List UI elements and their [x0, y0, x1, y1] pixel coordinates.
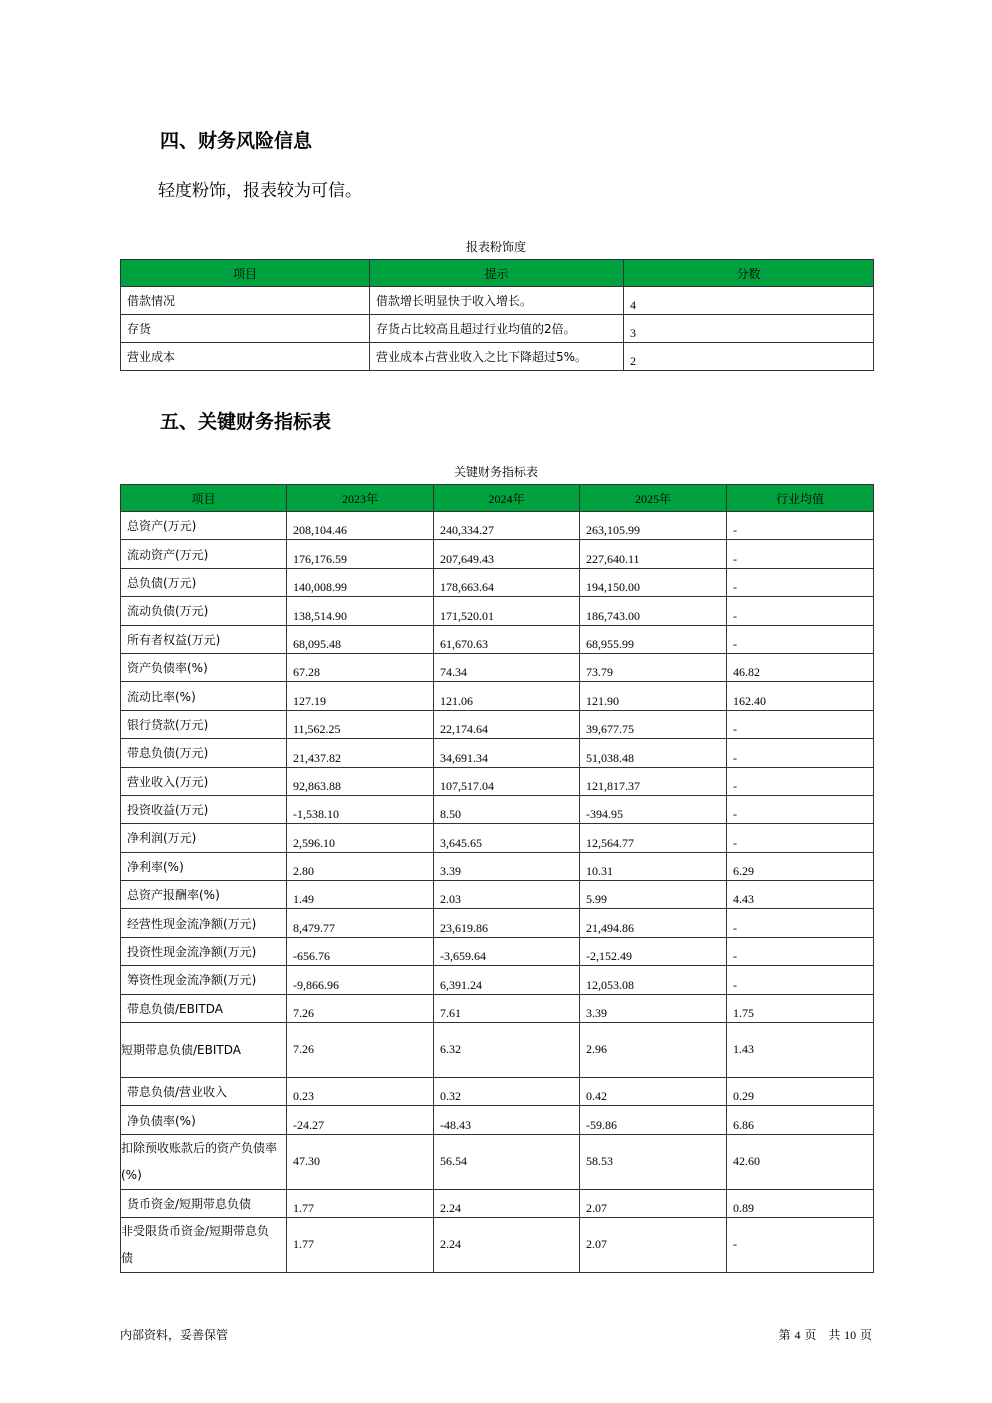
table-cell: 207,649.43 — [434, 540, 580, 568]
table-cell: - — [727, 540, 874, 568]
table-cell: 121.90 — [580, 682, 727, 710]
table-cell: 1.75 — [727, 994, 874, 1022]
table-row — [121, 287, 874, 315]
table-cell: - — [727, 512, 874, 540]
table-cell: -48.43 — [434, 1106, 580, 1134]
table-cell: 107,517.04 — [434, 767, 580, 795]
column-header: 分数 — [624, 260, 874, 287]
table-cell: 2.03 — [434, 881, 580, 909]
risk-table-header — [121, 260, 874, 287]
page-current: 4 — [794, 1328, 801, 1342]
table-cell: -59.86 — [580, 1106, 727, 1134]
table-cell: 22,174.64 — [434, 710, 580, 738]
table-cell: 6.32 — [434, 1023, 580, 1078]
table-cell: 74.34 — [434, 653, 580, 681]
table-cell: 2 — [624, 343, 874, 371]
row-label: 营业收入(万元) — [121, 767, 287, 795]
table-cell: 0.32 — [434, 1078, 580, 1106]
section5-heading: 五、关键财务指标表 — [160, 411, 332, 433]
table-cell: 162.40 — [727, 682, 874, 710]
table-cell: 2.24 — [434, 1218, 580, 1273]
row-label: 净利率(%) — [121, 852, 287, 880]
row-label: 带息负债/EBITDA — [121, 994, 287, 1022]
table-cell: 2.96 — [580, 1023, 727, 1078]
row-label: 筹资性现金流净额(万元) — [121, 966, 287, 994]
table-cell: 6.86 — [727, 1106, 874, 1134]
row-label: 总资产报酬率(%) — [121, 881, 287, 909]
table-row — [121, 1106, 874, 1134]
table-row — [121, 682, 874, 710]
table-cell: 3,645.65 — [434, 824, 580, 852]
table-cell: 121,817.37 — [580, 767, 727, 795]
table-cell: 2,596.10 — [287, 824, 434, 852]
table-cell: 67.28 — [287, 653, 434, 681]
table-row — [121, 710, 874, 738]
row-label: 营业成本 — [121, 343, 370, 371]
table-cell: 178,663.64 — [434, 568, 580, 596]
risk-table — [120, 259, 874, 371]
table-cell: -9,866.96 — [287, 966, 434, 994]
table-cell: 61,670.63 — [434, 625, 580, 653]
column-header: 行业均值 — [727, 485, 874, 512]
table-cell: 4.43 — [727, 881, 874, 909]
table-cell: 263,105.99 — [580, 512, 727, 540]
table-cell: 2.80 — [287, 852, 434, 880]
table-cell: 21,494.86 — [580, 909, 727, 937]
table-cell: - — [727, 568, 874, 596]
table-cell: 0.29 — [727, 1078, 874, 1106]
page-number — [779, 1326, 872, 1343]
row-label: 净负债率(%) — [121, 1106, 287, 1134]
table-cell: 68,095.48 — [287, 625, 434, 653]
table-cell: 0.23 — [287, 1078, 434, 1106]
table-cell: 2.24 — [434, 1189, 580, 1217]
table-cell: 21,437.82 — [287, 739, 434, 767]
table-cell: 2.07 — [580, 1189, 727, 1217]
table-row — [121, 512, 874, 540]
table-cell: 12,564.77 — [580, 824, 727, 852]
table-row — [121, 966, 874, 994]
table-cell: - — [727, 625, 874, 653]
table-cell: 12,053.08 — [580, 966, 727, 994]
table-row — [121, 1078, 874, 1106]
table-cell: 存货占比较高且超过行业均值的2倍。 — [370, 315, 624, 343]
kpi-table-header — [121, 485, 874, 512]
table-row — [121, 625, 874, 653]
table-cell: -24.27 — [287, 1106, 434, 1134]
table-cell: 42.60 — [727, 1134, 874, 1189]
row-label: 扣除预收账款后的资产负债率(%) — [121, 1134, 287, 1189]
table-row — [121, 568, 874, 596]
table-cell: 171,520.01 — [434, 597, 580, 625]
table-cell: 39,677.75 — [580, 710, 727, 738]
row-label: 存货 — [121, 315, 370, 343]
table-row — [121, 767, 874, 795]
footer-note: 内部资料，妥善保管 — [120, 1328, 229, 1342]
column-header: 2025年 — [580, 485, 727, 512]
table-row — [121, 597, 874, 625]
table-cell: 4 — [624, 287, 874, 315]
table-cell: - — [727, 795, 874, 823]
table-cell: 46.82 — [727, 653, 874, 681]
column-header: 项目 — [121, 485, 287, 512]
table-cell: 127.19 — [287, 682, 434, 710]
table-row — [121, 937, 874, 965]
table-cell: -1,538.10 — [287, 795, 434, 823]
table-cell: 138,514.90 — [287, 597, 434, 625]
table-cell: 208,104.46 — [287, 512, 434, 540]
row-label: 所有者权益(万元) — [121, 625, 287, 653]
table-row — [121, 795, 874, 823]
table-row — [121, 1023, 874, 1078]
table-row — [121, 881, 874, 909]
row-label: 借款情况 — [121, 287, 370, 315]
row-label: 净利润(万元) — [121, 824, 287, 852]
table-cell: 3.39 — [434, 852, 580, 880]
row-label: 短期带息负债/EBITDA — [121, 1023, 287, 1078]
table-cell: 73.79 — [580, 653, 727, 681]
page-suffix: 页 — [859, 1328, 872, 1342]
table-cell: 1.77 — [287, 1189, 434, 1217]
table-cell: - — [727, 966, 874, 994]
table-cell: 6,391.24 — [434, 966, 580, 994]
table-cell: - — [727, 710, 874, 738]
row-label: 流动资产(万元) — [121, 540, 287, 568]
table-row — [121, 852, 874, 880]
table-cell: 8.50 — [434, 795, 580, 823]
table-cell: 0.42 — [580, 1078, 727, 1106]
row-label: 货币资金/短期带息负债 — [121, 1189, 287, 1217]
table-cell: 47.30 — [287, 1134, 434, 1189]
kpi-table — [120, 484, 874, 1273]
table-cell: 7.26 — [287, 1023, 434, 1078]
row-label: 总资产(万元) — [121, 512, 287, 540]
row-label: 总负债(万元) — [121, 568, 287, 596]
table-row — [121, 315, 874, 343]
column-header: 项目 — [121, 260, 370, 287]
row-label: 带息负债(万元) — [121, 739, 287, 767]
table-cell: - — [727, 1218, 874, 1273]
table-cell: 借款增长明显快于收入增长。 — [370, 287, 624, 315]
table-cell: 23,619.86 — [434, 909, 580, 937]
table-cell: 56.54 — [434, 1134, 580, 1189]
table-cell: - — [727, 824, 874, 852]
table-cell: - — [727, 597, 874, 625]
row-label: 流动负债(万元) — [121, 597, 287, 625]
row-label: 资产负债率(%) — [121, 653, 287, 681]
table-cell: 6.29 — [727, 852, 874, 880]
table-cell: 7.61 — [434, 994, 580, 1022]
table-cell: 68,955.99 — [580, 625, 727, 653]
table-cell: 58.53 — [580, 1134, 727, 1189]
section4-heading: 四、财务风险信息 — [160, 130, 313, 152]
table-cell: 10.31 — [580, 852, 727, 880]
row-label: 非受限货币资金/短期带息负债 — [121, 1218, 287, 1273]
table-cell: 3.39 — [580, 994, 727, 1022]
row-label: 投资收益(万元) — [121, 795, 287, 823]
table-row — [121, 1134, 874, 1189]
table-cell: 92,863.88 — [287, 767, 434, 795]
table-cell: 1.49 — [287, 881, 434, 909]
table-cell: 34,691.34 — [434, 739, 580, 767]
table-cell: 176,176.59 — [287, 540, 434, 568]
table-row — [121, 540, 874, 568]
row-label: 投资性现金流净额(万元) — [121, 937, 287, 965]
table-cell: 194,150.00 — [580, 568, 727, 596]
table-cell: 1.43 — [727, 1023, 874, 1078]
table-cell: 51,038.48 — [580, 739, 727, 767]
table-cell: -656.76 — [287, 937, 434, 965]
table-cell: 11,562.25 — [287, 710, 434, 738]
row-label: 带息负债/营业收入 — [121, 1078, 287, 1106]
table-cell: 1.77 — [287, 1218, 434, 1273]
table-row — [121, 739, 874, 767]
table-cell: 8,479.77 — [287, 909, 434, 937]
table-cell: -3,659.64 — [434, 937, 580, 965]
row-label: 流动比率(%) — [121, 682, 287, 710]
kpi-table-caption: 关键财务指标表 — [453, 465, 538, 479]
table-cell: 7.26 — [287, 994, 434, 1022]
table-cell: 0.89 — [727, 1189, 874, 1217]
table-cell: 3 — [624, 315, 874, 343]
table-cell: 121.06 — [434, 682, 580, 710]
table-row — [121, 1218, 874, 1273]
table-cell: -2,152.49 — [580, 937, 727, 965]
table-cell: - — [727, 739, 874, 767]
risk-table-caption: 报表粉饰度 — [465, 240, 526, 254]
column-header: 2024年 — [434, 485, 580, 512]
table-cell: - — [727, 937, 874, 965]
page-total: 10 — [844, 1328, 857, 1342]
column-header: 提示 — [370, 260, 624, 287]
table-row — [121, 1189, 874, 1217]
table-cell: 营业成本占营业收入之比下降超过5%。 — [370, 343, 624, 371]
table-row — [121, 994, 874, 1022]
risk-summary: 轻度粉饰，报表较为可信。 — [158, 181, 362, 201]
table-cell: - — [727, 767, 874, 795]
table-cell: - — [727, 909, 874, 937]
table-row — [121, 824, 874, 852]
table-row — [121, 343, 874, 371]
table-row — [121, 653, 874, 681]
table-cell: 227,640.11 — [580, 540, 727, 568]
column-header: 2023年 — [287, 485, 434, 512]
page-mid: 页 共 — [804, 1328, 841, 1342]
table-cell: 240,334.27 — [434, 512, 580, 540]
row-label: 经营性现金流净额(万元) — [121, 909, 287, 937]
page-prefix: 第 — [778, 1328, 791, 1342]
table-cell: 140,008.99 — [287, 568, 434, 596]
table-row — [121, 909, 874, 937]
table-cell: 5.99 — [580, 881, 727, 909]
table-cell: -394.95 — [580, 795, 727, 823]
row-label: 银行贷款(万元) — [121, 710, 287, 738]
table-cell: 2.07 — [580, 1218, 727, 1273]
table-cell: 186,743.00 — [580, 597, 727, 625]
